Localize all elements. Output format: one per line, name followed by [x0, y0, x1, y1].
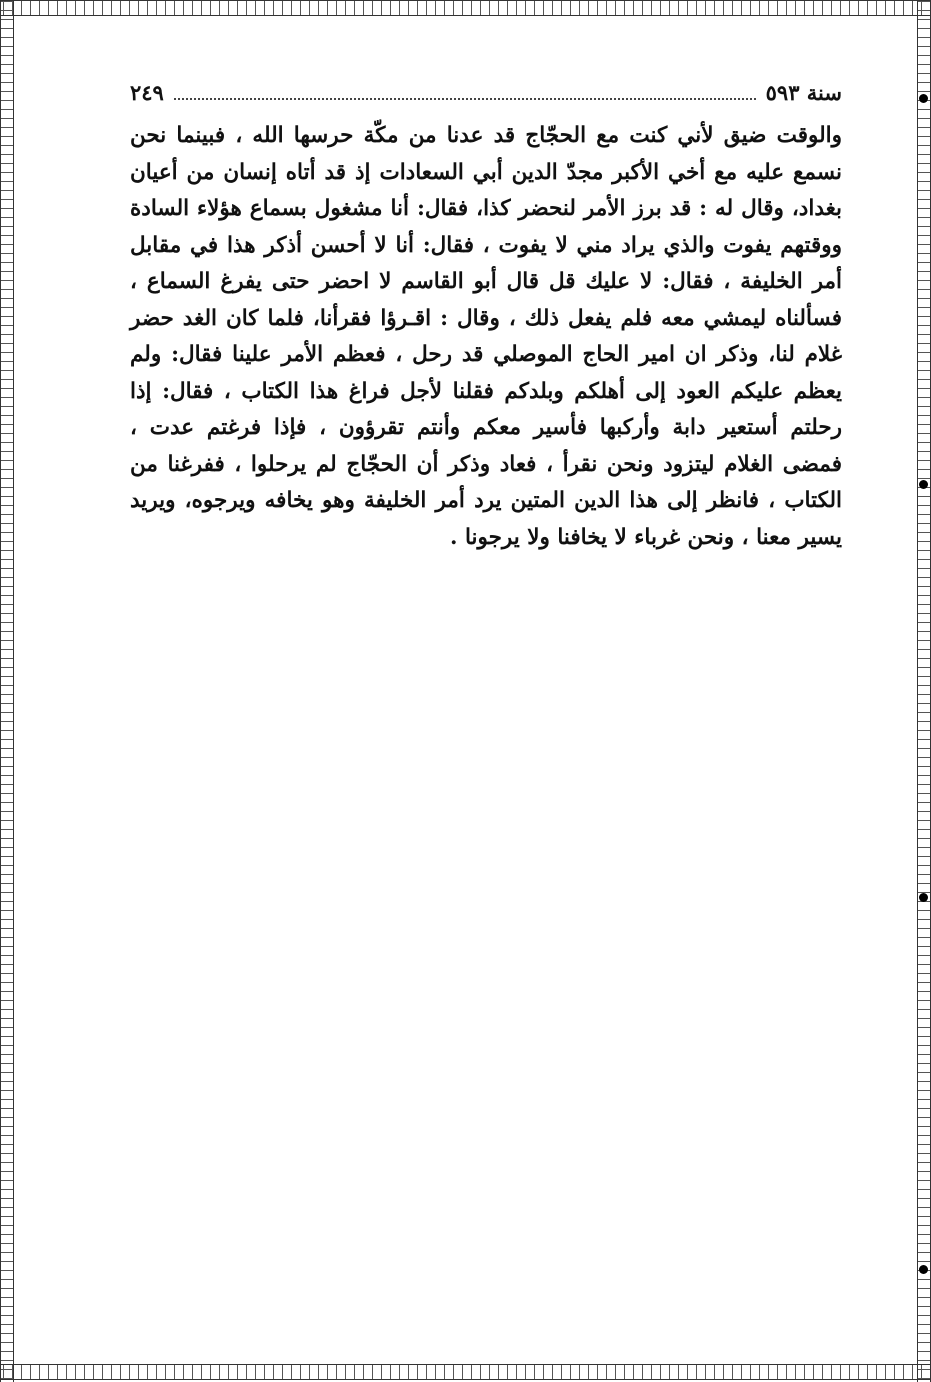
decorative-border-top	[0, 0, 931, 16]
main-text	[130, 118, 842, 556]
decorative-border-bottom	[0, 1364, 931, 1380]
body-paragraph: والوقت ضيق لأني كنت مع الحجّاج قد عدنا من مكّة حرسها الله ، فبينما نحن نسمع عليه مع أخي الأكبر مجدّ الدين أبي السعادات إذ قد أتاه إنسان من أعيان بغداد، وقال له : قد برز الأمر لنحضر كذا، فقال: أنا مشغول بسماع هؤلاء السادة ووقتهم يفوت والذي يراد مني لا يفوت ، فقال: أنا لا أحسن أذكر هذا في مقابل أمر الخليفة ، فقال: لا عليك قل قال أبو القاسم لا احضر حتى يفرغ السماع ، فسألناه ليمشي معه فلم يفعل ذلك ، وقال : اقـرؤا فقرأنا، فلما كان الغد حضر غلام لنا، وذكر ان امير الحاج الموصلي قد رحل ، فعظم الأمر علينا فقال: ولم يعظم عليكم العود إلى أهلكم وبلدكم فقلنا لأجل فراغ هذا الكتاب ، فقال: إذا رحلتم أستعير دابة وأركبها فأسير معكم وأنتم تقرؤون ، فإذا فرغتم عدت ، فمضى الغلام ليتزود ونحن نقرأ ، فعاد وذكر أن الحجّاج لم يرحلوا ، ففرغنا من الكتاب ، فانظر إلى هذا الدين المتين يرد أمر الخليفة وهو يخافه ويرجوه، ويريد يسير معنا ، ونحن غرباء لا يخافنا ولا يرجونا .	[130, 123, 842, 550]
margin-mark	[919, 893, 928, 902]
margin-mark	[919, 480, 928, 489]
running-header	[130, 80, 842, 118]
decorative-border-left	[0, 0, 14, 1382]
margin-mark	[919, 1265, 928, 1274]
page-content	[130, 80, 842, 556]
decorative-border-right	[917, 0, 931, 1382]
header-year-label: سنة ٥٩٣	[765, 80, 842, 105]
page-number: ٢٤٩	[130, 80, 164, 105]
header-dotted-leader	[174, 88, 756, 100]
margin-mark	[919, 94, 928, 103]
